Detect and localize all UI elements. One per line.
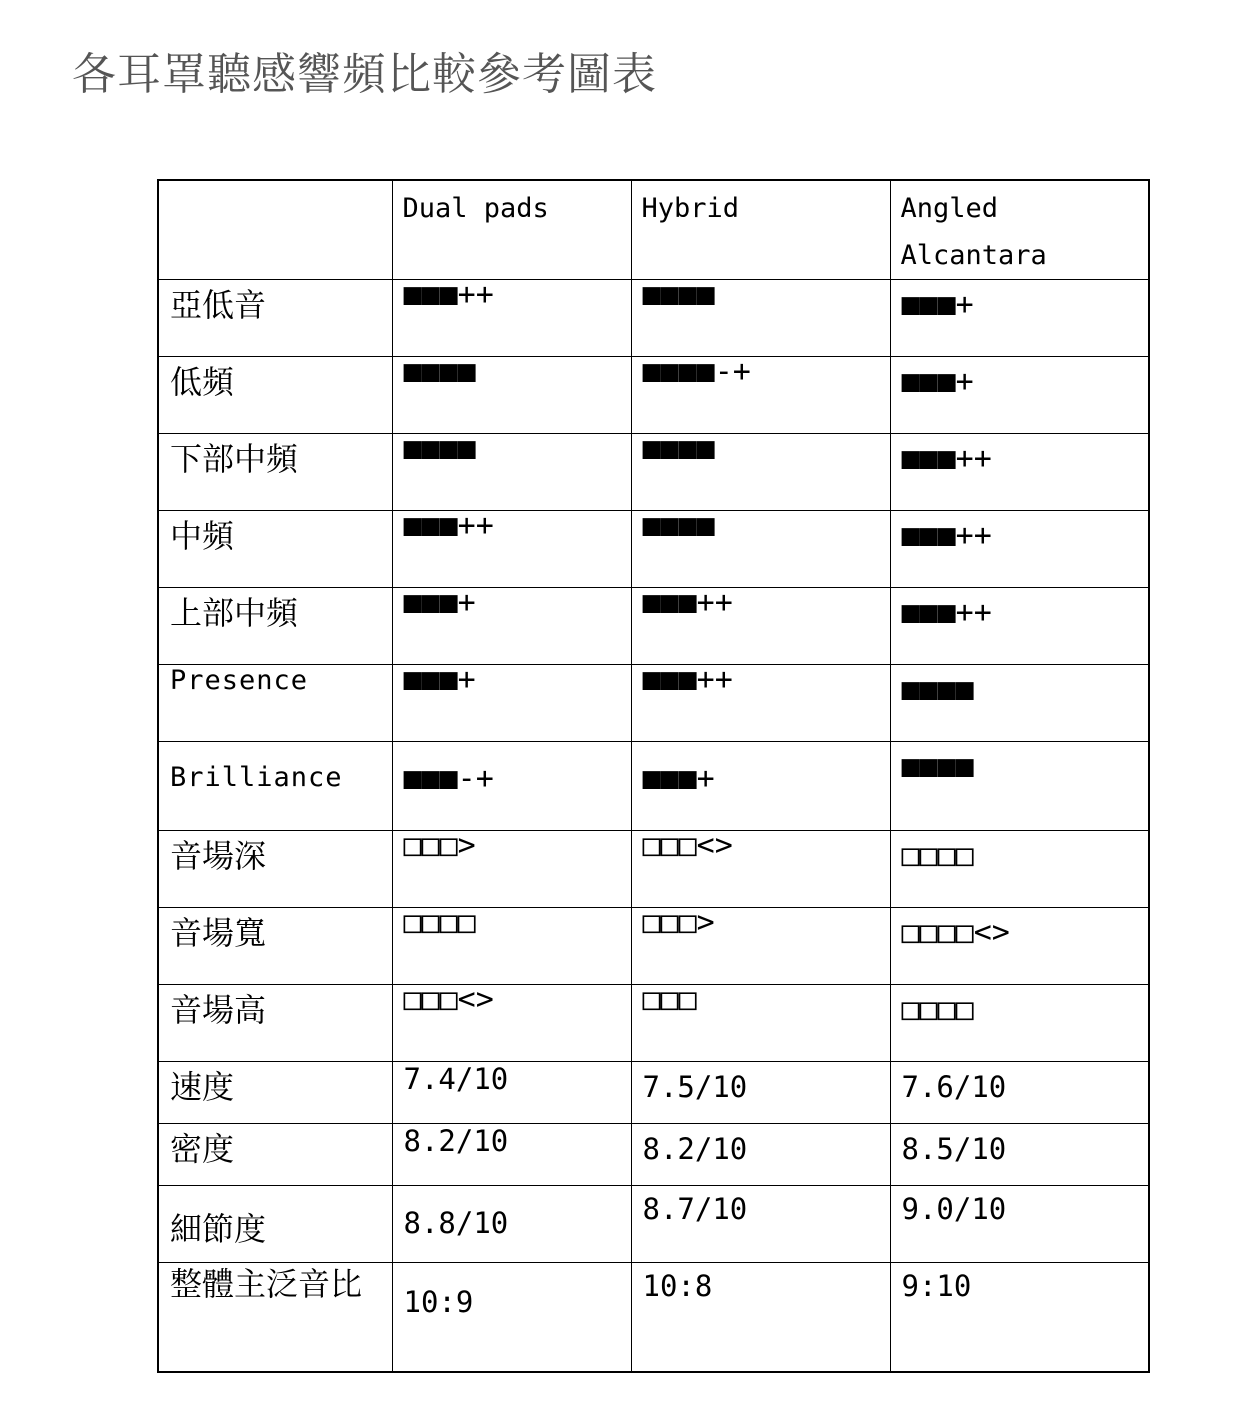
row-label: 上部中頻	[158, 588, 392, 665]
rating-cell: ■■■-+	[392, 742, 631, 831]
rating-cell: ■■■++	[631, 588, 890, 665]
rating-cell: ■■■+	[890, 280, 1149, 357]
rating-cell: □□□<>	[392, 985, 631, 1062]
table-row	[158, 1186, 1149, 1263]
rating-cell: ■■■++	[890, 588, 1149, 665]
row-label: 密度	[158, 1124, 392, 1186]
score-cell: 8.8/10	[392, 1186, 631, 1263]
table-row	[158, 511, 1149, 588]
rating-cell: ■■■+	[631, 742, 890, 831]
table-row	[158, 665, 1149, 742]
score-cell: 10:8	[631, 1263, 890, 1372]
row-label: 亞低音	[158, 280, 392, 357]
row-label: Presence	[158, 665, 392, 742]
score-cell: 9.0/10	[890, 1186, 1149, 1263]
row-label: 低頻	[158, 357, 392, 434]
row-label: 整體主泛音比	[158, 1263, 392, 1372]
rating-cell: □□□>	[392, 831, 631, 908]
header-cell-dual-pads: Dual pads	[392, 180, 631, 280]
rating-cell: ■■■+	[392, 665, 631, 742]
table-row	[158, 357, 1149, 434]
rating-cell: ■■■+	[392, 588, 631, 665]
rating-cell: ■■■■-+	[631, 357, 890, 434]
table-row	[158, 742, 1149, 831]
table-row	[158, 831, 1149, 908]
header-cell-empty	[158, 180, 392, 280]
comparison-table	[157, 179, 1150, 1373]
rating-cell: ■■■■	[392, 357, 631, 434]
rating-cell: □□□>	[631, 908, 890, 985]
rating-cell: □□□□<>	[890, 908, 1149, 985]
rating-cell: ■■■■	[631, 434, 890, 511]
row-label: Brilliance	[158, 742, 392, 831]
rating-cell: ■■■■	[392, 434, 631, 511]
rating-cell: ■■■■	[890, 665, 1149, 742]
table-row	[158, 434, 1149, 511]
rating-cell: ■■■++	[392, 511, 631, 588]
rating-cell: □□□<>	[631, 831, 890, 908]
row-label: 音場高	[158, 985, 392, 1062]
score-cell: 8.7/10	[631, 1186, 890, 1263]
rating-cell: □□□□	[392, 908, 631, 985]
table-row	[158, 908, 1149, 985]
score-cell: 8.5/10	[890, 1124, 1149, 1186]
score-cell: 7.5/10	[631, 1062, 890, 1124]
page-title: 各耳罩聽感響頻比較參考圖表	[72, 49, 657, 100]
table-row	[158, 1124, 1149, 1186]
header-row	[158, 180, 1149, 280]
table-row	[158, 1062, 1149, 1124]
rating-cell: □□□□	[890, 831, 1149, 908]
rating-cell: ■■■++	[890, 434, 1149, 511]
score-cell: 8.2/10	[392, 1124, 631, 1186]
row-label: 速度	[158, 1062, 392, 1124]
row-label: 中頻	[158, 511, 392, 588]
header-cell-hybrid: Hybrid	[631, 180, 890, 280]
score-cell: 8.2/10	[631, 1124, 890, 1186]
score-cell: 9:10	[890, 1263, 1149, 1372]
score-cell: 7.4/10	[392, 1062, 631, 1124]
table-row	[158, 588, 1149, 665]
rating-cell: ■■■■	[631, 280, 890, 357]
rating-cell: ■■■+	[890, 357, 1149, 434]
rating-cell: □□□□	[890, 985, 1149, 1062]
rating-cell: ■■■++	[631, 665, 890, 742]
row-label: 音場寬	[158, 908, 392, 985]
row-label: 下部中頻	[158, 434, 392, 511]
rating-cell: ■■■■	[890, 742, 1149, 831]
row-label: 細節度	[158, 1186, 392, 1263]
table-row	[158, 280, 1149, 357]
row-label: 音場深	[158, 831, 392, 908]
rating-cell: ■■■++	[890, 511, 1149, 588]
score-cell: 7.6/10	[890, 1062, 1149, 1124]
rating-cell: □□□	[631, 985, 890, 1062]
rating-cell: ■■■■	[631, 511, 890, 588]
rating-cell: ■■■++	[392, 280, 631, 357]
header-cell-angled-alcantara: Angled Alcantara	[890, 180, 1149, 280]
score-cell: 10:9	[392, 1263, 631, 1372]
table-row	[158, 1263, 1149, 1372]
table-row	[158, 985, 1149, 1062]
